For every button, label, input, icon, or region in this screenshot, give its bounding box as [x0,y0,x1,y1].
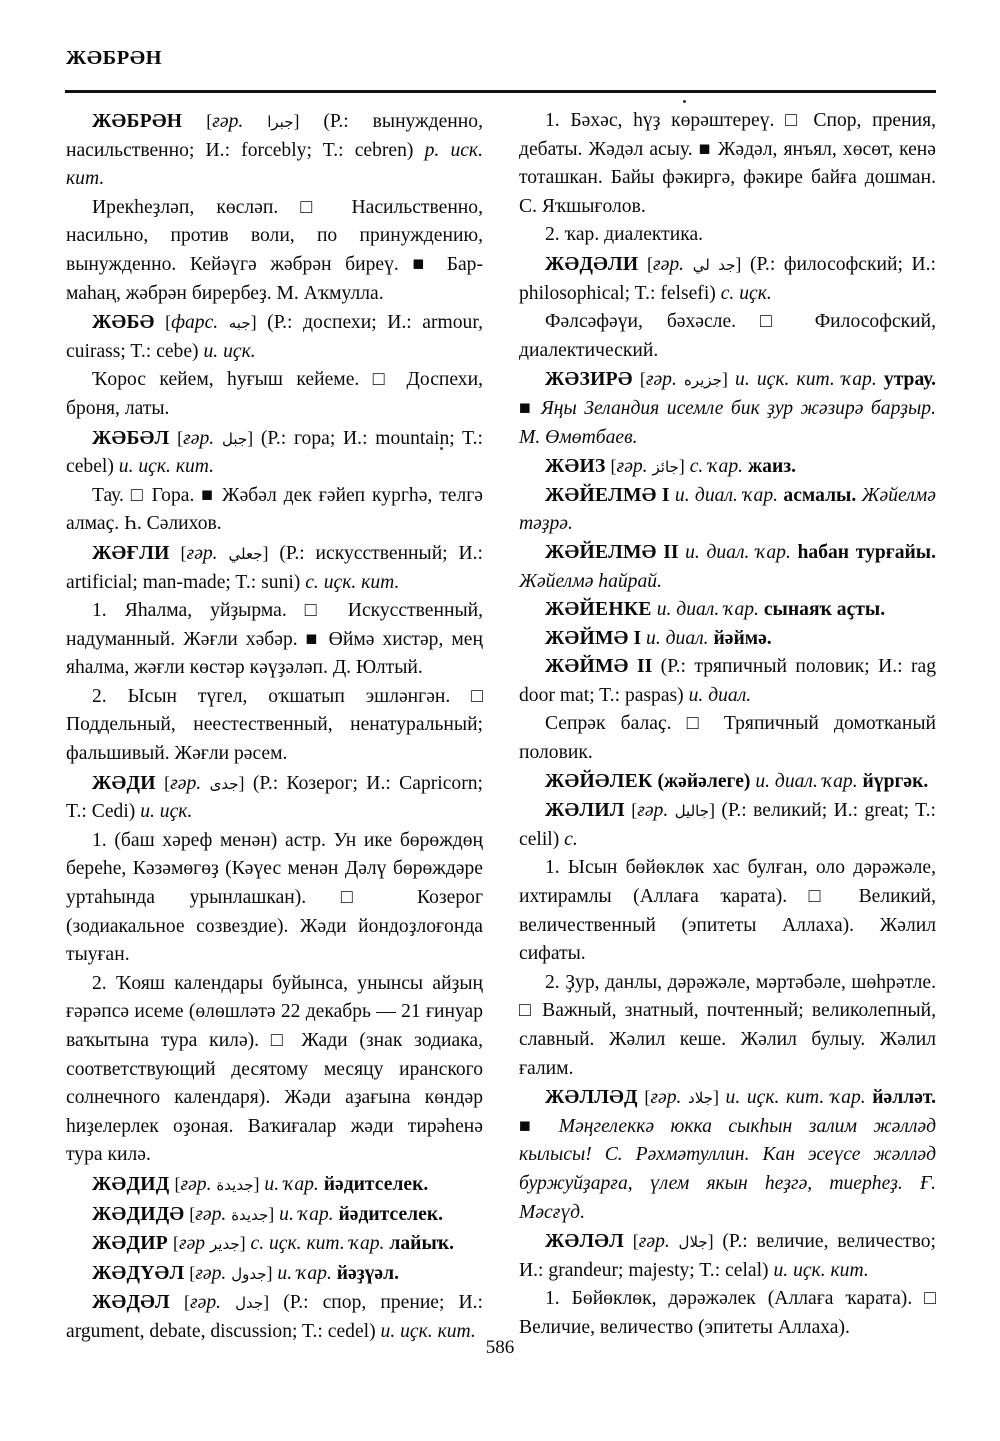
entry-jagli-sense-1: 1. Яһалма, уйҙырма. □ Искусственный, надуманный. Жәғли хәбәр. ■ Өймә хистәр, мең яһалма, жәғли көстәр кәүҙәләп. Д. Юлтый. [66,600,483,679]
headword: ЖӘЛӘЛ [545,1231,625,1253]
gloss: (Р.: философский; И.: philosophical; T.: felsefi) [519,253,936,304]
header-rule [65,90,936,93]
grammar-note: с. иҫк. кит. [305,571,400,593]
arabic-script: جعلي [228,544,263,563]
entry-jabal: ЖӘБӘЛ [ғәр. جبل] (Р.: гора; И.: mountain; T.: cebel) и. иҫк. кит. [66,427,483,478]
homograph-number: II [636,656,653,678]
headword: ЖӘҒЛИ [92,542,170,564]
column-left [66,107,484,1342]
cross-reference: лайыҡ. [389,1233,454,1255]
grammar-note: и. диал. ҡар. [656,599,759,621]
headword: ЖӘДИР [92,1233,169,1255]
entry-jadual: ЖӘДҮӘЛ [ғәр. جدول] и. ҡар. йәҙүәл. [92,1262,399,1284]
entry-jayelma-1 [519,482,936,539]
grammar-note: и. диал. ҡар. [674,484,779,506]
entry-jadi: ЖӘДИ [ғәр. جدى] (Р.: Козерог; И.: Capricorn; T.: Cedi) и. иҫк. [66,772,483,823]
entry-jagli: ЖӘҒЛИ [ғәр. جعلي] (Р.: искусственный; И.: artificial; man-made; T.: suni) с. иҫк. кит. [66,542,484,593]
grammar-note: и. иҫк. кит. [773,1259,869,1281]
entry-jaba: ЖӘБӘ [фарс. جبه] (Р.: доспехи; И.: armour, cuirass; T.: cebe) и. иҫк. [66,312,483,362]
entry-jadi-sense-1: 1. (баш хәреф менән) астр. Ун ике бөрөждөң береһе, Кәзәмөгөҙ (Кәүес менән Дәлү бөрөждәре уртаһында урынлашкан). □ Козерог (зодиакальное созвездие). Жәди йондоҙлоғонда тыуған. [66,829,483,966]
arabic-script: جبل [221,429,248,448]
entry-jadir: ЖӘДИР [ғәр جدير] с. иҫк. кит. ҡар. лайыҡ. [92,1233,454,1255]
citation: ■ Яңы Зеландия исемле бик ҙур жәзирә барҙыр. М. Өмөтбаев. [519,397,936,448]
entry-jayma-1 [519,625,936,654]
arabic-script: جائز [652,458,679,477]
etymology-label: ғәр. [650,1087,682,1109]
homograph-number: I [633,627,642,649]
arabic-script: جد لي [692,255,736,274]
etymology-label: ғәр. [186,542,218,564]
arabic-script: جدير [210,1235,240,1254]
arabic-script: جبه [228,314,251,333]
grammar-note: с. иҫк. кит. ҡар. [250,1233,385,1255]
cross-reference: һабан турғайы. [797,541,936,563]
headword: ЖӘДИДӘ [92,1203,185,1225]
gloss: (Р.: великий; И.: great; T.: celil) [519,800,937,850]
entry-jalil-sense-2: 2. Ҙур, данлы, дәрәжәле, мәртәбәле, шөһрәтле. □ Важный, знатный, почтенный; великолепный, славный. Жәлил кеше. Жәлил булыу. Жәлил ғалим. [519,971,936,1079]
variant-form: (жәйәлеге) [657,770,751,792]
etymology-label: ғәр. [653,253,685,275]
entry-jadal: ЖӘДӘЛ [ғәр. جدل] (Р.: спор, прение; И.: argument, debate, discussion; T.: cedel) и. иҫк. кит. [66,1292,484,1342]
headword: ЖӘЙЕНКЕ [545,599,652,621]
entry-jaiz: ЖӘИЗ [ғәр. جائز] с. ҡар. жаиз. [545,456,797,478]
arabic-script: جلاد [688,1089,713,1108]
cross-reference: жаиз. [747,456,797,478]
headword: ЖӘЙМӘ [545,627,629,649]
entry-jayalek [519,768,936,797]
etymology-label: ғәр. [189,1292,222,1314]
entry-jabal-body: Тау. □ Гора. ■ Жәбәл дек ғәйеп кургһә, телгә алмаҫ. Һ. Сәлихов. [66,484,483,535]
column-right [519,107,937,1338]
entry-jadali-body: Фәлсәфәүи, бәхәсле. □ Философский, диалектический. [519,311,936,361]
etymology-label: ғәр. [180,1173,212,1195]
entry-jadid: ЖӘДИД [ғәр. جديدة] и. ҡар. йәдитселек. [92,1173,429,1195]
headword: ЖӘДҮӘЛ [92,1262,185,1284]
headword: ЖӘДӘЛИ [545,253,639,275]
grammar-note: и. диал. [688,684,752,706]
grammar-note: и. ҡар. [277,1262,332,1284]
grammar-note: и. ҡар. [264,1173,319,1195]
etymology-label: ғәр [178,1233,206,1255]
entry-jayma-2 [519,653,936,710]
example: Жәйелмә тәҙрә. [519,484,937,535]
entry-jaba-body: Ҡорос кейем, һуғыш кейеме. □ Доспехи, броня, латы. [66,369,483,419]
entry-jadali: ЖӘДӘЛИ [ғәр. جد لي] (Р.: философский; И.: philosophical; T.: felsefi) с. иҫк. [519,253,936,304]
print-speck [683,100,686,103]
gloss: (Р.: Козерог; И.: Capricorn; T.: Cedi) [66,772,483,823]
etymology-label: ғәр. [212,111,244,132]
entry-jabran-body: Ирекһеҙләп, көсләп. □ Насильственно, насильно, против воли, по принуждению, вынужденно. Кейәүгә жәбрән биреү. ■ Бар-маһаң, жәбрән бирербеҙ. М. Аҡмулла. [66,196,483,304]
running-head: ЖӘБРӘН [66,47,163,69]
arabic-script: جزيره [684,371,722,390]
entry-jallad: ЖӘЛЛӘД [ғәр. جلاد] и. иҫк. кит. ҡар. йәлләт. ■ Мәңгелеккә юкка сыкһын залим жәлләд кылысы! С. Рәхмәтуллин. Кан эсеүсе жәлләд буржуйҙарға, үлем якын һеҙгә, тиерһеҙ. Ғ. Мәсғүд. [519,1087,936,1223]
headword: ЖӘДИ [92,772,156,794]
headword: ЖӘБРӘН [92,111,183,132]
cross-reference: йәймә. [713,627,772,649]
arabic-script: جدل [235,1294,264,1313]
headword: ЖӘЙӘЛЕК [545,770,653,792]
arabic-script: جدى [209,774,239,793]
entry-jalil: ЖӘЛИЛ [ғәр. جاليل] (Р.: великий; И.: great; T.: celil) с. [519,800,937,850]
grammar-note: р. ucк. кит. [66,139,483,190]
entry-jayelma-2 [519,539,936,596]
page-number: 586 [485,1337,515,1358]
arabic-script: جلال [678,1233,708,1252]
gloss: (Р.: вынужденно, насильственно; И.: forcebly; T.: cebren) [66,111,483,161]
etymology-label: ғәр. [183,427,215,449]
entry-jadi-sense-2: 2. Ҡояш календары буйынса, унынсы айҙың ғәрәпсә исеме (өлөшләтә 22 декабрь — 21 ғинуар ваҡытына тура килә). □ Жади (знак зодиака, соответствующий десятому месяцу иранского солнечного календаря). Жәди аҙағына көндәр һиҙелерлек оҙоная. Ваҡиғалар жәди тирәһенә тура килә. [66,972,483,1166]
cross-reference: йәдитселек. [338,1203,444,1225]
headword: ЖӘИЗ [545,456,606,478]
entry-jayma-2-body: Сепрәк балаҫ. □ Тряпичный домотканый половик. [519,713,936,764]
headword: ЖӘЙМӘ [545,656,629,678]
homograph-number: I [661,484,670,506]
headword: ЖӘДӘЛ [92,1292,170,1314]
entry-jalal-sense-1: 1. Бөйөклөк, дәрәжәлек (Аллаға ҡарата). □ Величие, величество (эпитеты Аллаха). [519,1288,936,1338]
headword: ЖӘЙЕЛМӘ [545,484,657,506]
gloss: (Р.: величие, величество; И.: grandeur; majesty; T.: celal) [519,1231,936,1281]
grammar-note: с. иҫк. [720,282,772,304]
grammar-note: с. [564,828,578,850]
entry-jalil-sense-1: 1. Ысын бөйөклөк хас булған, оло дәрәжәле, ихтирамлы (Аллаға ҡарата). □ Великий, величественный (эпитеты Аллаха). Жәлил сифаты. [519,857,936,965]
arabic-script: جبرا [267,113,294,131]
grammar-note: и. иҫк. [140,801,193,823]
entry-jadal-sense-1: 1. Бәхәс, һүҙ көрәштереү. □ Спор, прения, дебаты. Жәдәл асыу. ■ Жәдәл, янъял, хөсөт, кенә тоташкан. Байы фәкиргә, фәкире байға дошман. С. Яҡшығолов. [519,110,936,217]
gloss: (Р.: доспехи; И.: armour, cuirass; T.: cebe) [66,312,483,362]
headword: ЖӘЛЛӘД [545,1087,638,1109]
homograph-number: II [663,541,679,563]
grammar-note: и. иҫк. кит. ҡар. [725,1087,866,1109]
cross-reference: йәҙүәл. [336,1262,399,1284]
entry-jalal: ЖӘЛӘЛ [ғәр. جلال] (Р.: величие, величество; И.: grandeur; majesty; T.: celal) и. иҫк. кит. [519,1231,936,1281]
etymology-label: ғәр. [195,1203,227,1225]
headword: ЖӘБӘ [92,312,155,334]
headword: ЖӘЗИРӘ [545,369,633,391]
entry-jayenke [519,596,936,625]
body-columns [66,107,937,1342]
grammar-note: и. ҡар. [279,1203,334,1225]
cross-reference: утрау. [883,369,936,391]
grammar-note: и. диал. [646,627,709,649]
arabic-script: جدول [231,1264,267,1283]
grammar-note: и. иҫк. кит. [380,1320,476,1342]
entry-jazira: ЖӘЗИРӘ [ғәр. جزيره] и. иҫк. кит. ҡар. утрау. ■ Яңы Зеландия исемле бик ҙур жәзирә барҙыр. М. Өмөтбаев. [519,369,936,448]
grammar-note: и. иҫк. кит. ҡар. [735,369,877,391]
entry-jagli-sense-2: 2. Ысын түгел, оҡшатып эшләнгән. □ Поддельный, неестественный, ненатуральный; фальшивый. Жәғли рәсем. [66,685,483,765]
gloss: (Р.: гора; И.: mountain; T.: cebel) [66,427,483,478]
etymology-label: ғәр. [638,1231,670,1253]
grammar-note: и. диал. ҡар. [685,541,791,563]
gloss: (Р.: тряпичный половик; И.: rag door mat; T.: paspas) [519,656,937,706]
arabic-script: جاليل [674,802,709,821]
cross-reference: асмалы. [783,484,857,506]
etymology-label: ғәр. [616,456,648,478]
arabic-script: جديدة [231,1205,269,1224]
cross-reference: йүргәк. [862,770,929,792]
grammar-note: и. диал. ҡар. [755,770,858,792]
grammar-note: и. иҫк. кит. [118,456,215,478]
entry-jabran: ЖӘБРӘН [ғәр. جبرا] (Р.: вынужденно, насильственно; И.: forcebly; T.: cebren) р. ucк. кит. [66,111,483,190]
etymology-label: ғәр. [195,1262,227,1284]
headword: ЖӘДИД [92,1173,170,1195]
entry-jadida: ЖӘДИДӘ [ғәр. جديدة] и. ҡар. йәдитселек. [92,1203,444,1225]
headword: ЖӘЙЕЛМӘ [545,541,657,563]
etymology-label: фарс. [171,312,219,334]
example: Жәйелмә һайрай. [519,570,662,592]
etymology-label: ғәр. [637,800,669,822]
cross-reference: сынаяҡ аҫты. [763,599,886,621]
citation: ■ Мәңгелеккә юкка сыкһын залим жәлләд кылысы! С. Рәхмәтуллин. Кан эсеүсе жәлләд буржуйҙарға, үлем якын һеҙгә, тиерһеҙ. Ғ. Мәсғүд. [519,1115,936,1223]
gloss: (Р.: искусственный; И.: artificial; man-made; T.: suni) [66,542,484,593]
entry-jadal-sense-2: 2. ҡар. диалектика. [545,224,704,246]
cross-reference: йәдитселек. [323,1173,429,1195]
etymology-label: ғәр. [645,369,677,391]
gloss: (Р.: спор, прение; И.: argument, debate, discussion; T.: cedel) [66,1292,484,1342]
headword: ЖӘЛИЛ [545,800,625,822]
grammar-note: с. ҡар. [689,456,744,478]
arabic-script: جديدة [216,1175,254,1194]
headword: ЖӘБӘЛ [92,427,170,449]
cross-reference: йәлләт. [872,1087,936,1109]
grammar-note: и. иҫк. [203,340,256,362]
etymology-label: ғәр. [170,772,202,794]
